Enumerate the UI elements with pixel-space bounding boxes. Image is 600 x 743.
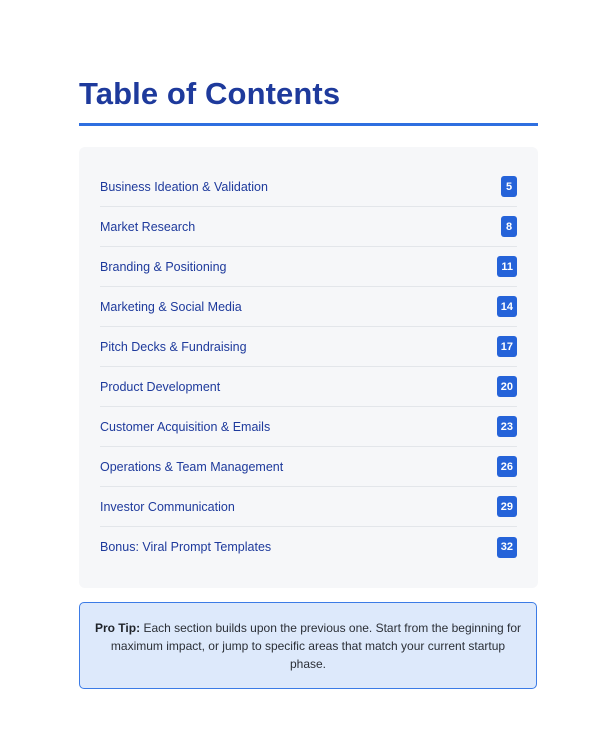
title-divider (79, 123, 538, 126)
toc-item-label: Bonus: Viral Prompt Templates (100, 540, 272, 554)
toc-page-badge: 23 (497, 416, 517, 437)
toc-item-business-ideation[interactable] (100, 167, 517, 207)
toc-list (100, 167, 517, 567)
toc-item-pitch-decks[interactable] (100, 327, 517, 367)
toc-item-label: Investor Communication (100, 499, 235, 514)
pro-tip-label: Pro Tip: (94, 620, 141, 635)
toc-item-branding[interactable] (100, 247, 517, 287)
toc-item-operations[interactable] (100, 447, 517, 487)
toc-item-marketing[interactable] (100, 287, 517, 327)
toc-item-label: Customer Acquisition & Emails (100, 419, 271, 434)
toc-page-badge: 17 (497, 336, 517, 357)
toc-page-badge: 29 (497, 496, 517, 517)
pro-tip-paragraph (94, 619, 522, 673)
toc-page-badge: 26 (497, 456, 517, 477)
toc-item-customer-acquisition[interactable] (100, 407, 517, 447)
toc-item-label: Operations & Team Management (100, 459, 284, 474)
toc-item-bonus-templates[interactable] (100, 527, 517, 567)
toc-page-badge: 5 (501, 176, 517, 197)
toc-page-badge: 14 (497, 296, 517, 317)
pro-tip-callout (79, 602, 537, 689)
toc-item-market-research[interactable] (100, 207, 517, 247)
toc-panel (79, 147, 538, 588)
toc-page-badge: 8 (501, 216, 517, 237)
toc-item-product-development[interactable] (100, 367, 517, 407)
toc-item-investor-communication[interactable] (100, 487, 517, 527)
toc-item-label: Pitch Decks & Fundraising (100, 339, 247, 354)
toc-item-label: Branding & Positioning (100, 259, 227, 274)
pro-tip-text: Each section builds upon the previous one. Start from the beginning for maximum impact, or jump to specific areas that match your current startup phase. (110, 620, 522, 671)
toc-page-badge: 20 (497, 376, 517, 397)
toc-item-label: Market Research (100, 219, 196, 234)
toc-page-badge: 11 (497, 256, 517, 277)
toc-item-label: Product Development (100, 379, 221, 394)
toc-item-label: Marketing & Social Media (100, 299, 242, 314)
toc-page-badge: 32 (497, 537, 517, 558)
toc-item-label: Business Ideation & Validation (100, 179, 268, 194)
page-title: Table of Contents (79, 76, 341, 111)
